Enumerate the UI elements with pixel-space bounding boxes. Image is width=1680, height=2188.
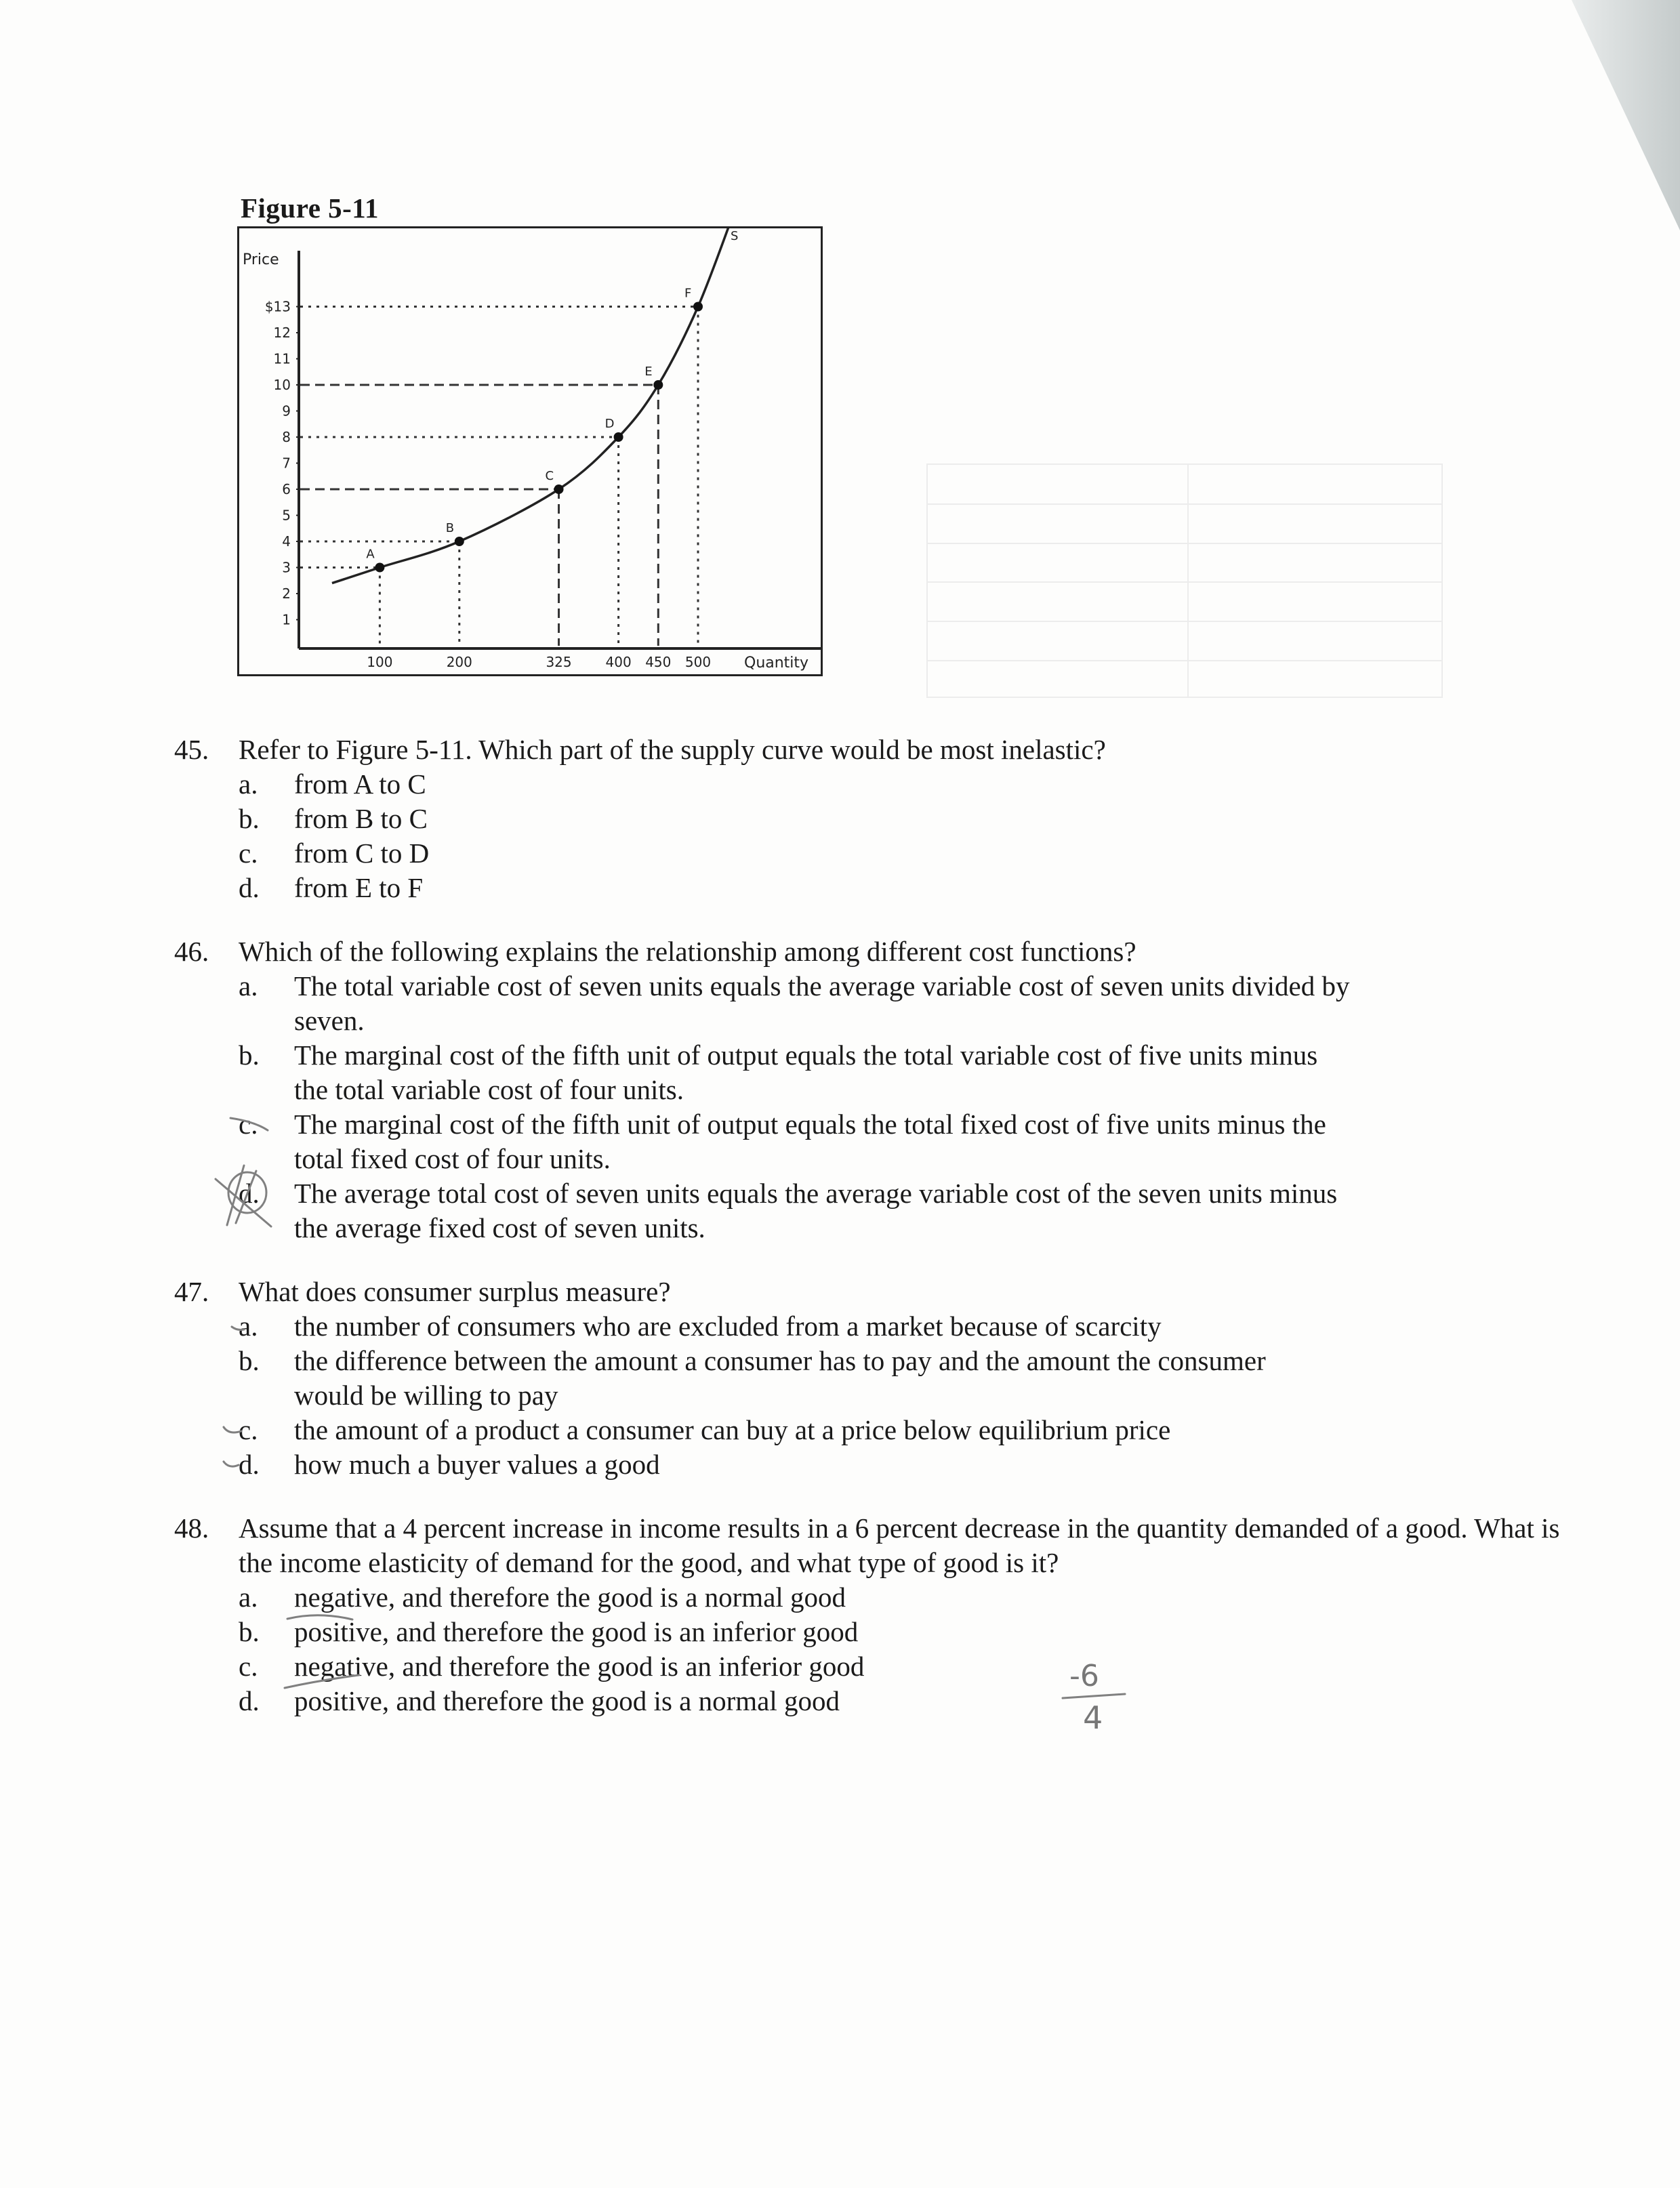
show-through-divider [1187,465,1189,697]
question-number: 47. [174,1276,209,1307]
question-stem: Assume that a 4 percent increase in income results in a 6 percent decrease in the quantity demanded of a good. What is the income elasticity of demand for the good, and what type of good is it? [239,1512,1560,1578]
option-text: the amount of a product a consumer can buy at a price below equilibrium price [294,1414,1171,1445]
question-number: 45. [174,734,209,765]
show-through-divider [928,621,1441,622]
question-number: 46. [174,936,209,967]
y-tick-label: 3 [282,559,291,576]
option-text: The total variable cost of seven units equals the average variable cost of seven units divided by seven. [294,970,1350,1036]
option-text: positive, and therefore the good is an inferior good [294,1616,859,1647]
check-mark-47d [224,1462,239,1466]
option-b[interactable] [239,802,1526,836]
option-letter: d. [239,1449,260,1480]
question-stem: What does consumer surplus measure? [239,1276,671,1307]
y-tick-label: 7 [282,455,291,472]
option-text: The marginal cost of the fifth unit of output equals the total variable cost of five units minus the total variable cost of four units. [294,1039,1318,1105]
question-stem: Which of the following explains the relationship among different cost functions? [239,936,1136,967]
x-tick-label: 325 [546,654,572,670]
option-letter: b. [239,1616,260,1647]
show-through-divider [928,660,1441,661]
option-b[interactable] [239,1038,1526,1107]
option-text: how much a buyer values a good [294,1449,660,1480]
option-a[interactable] [239,1580,1526,1615]
question-stem: Refer to Figure 5-11. Which part of the supply curve would be most inelastic? [239,734,1106,765]
option-text: The marginal cost of the fifth unit of output equals the total fixed cost of five units minus the total fixed cost of four units. [294,1109,1326,1174]
y-tick-label: 4 [282,533,291,550]
option-letter: c. [239,1651,258,1682]
option-letter: a. [239,768,258,800]
figure-title: Figure 5-11 [241,192,380,224]
point-label-b: B [445,521,455,535]
scanner-shadow [1572,0,1680,230]
option-b[interactable] [239,1615,1526,1649]
show-through-divider [928,503,1441,505]
curve-label-s: S [731,229,739,243]
option-a[interactable] [239,969,1526,1038]
option-letter: d. [239,1178,260,1209]
option-c[interactable] [239,1107,1526,1176]
y-tick-label: 2 [282,585,291,602]
option-text: negative, and therefore the good is a normal good [294,1582,846,1613]
option-text: negative, and therefore the good is an inferior good [294,1651,865,1682]
point-label-c: C [545,469,554,483]
option-text: from C to D [294,838,430,869]
option-text: from E to F [294,872,424,903]
option-a[interactable] [239,767,1526,802]
y-tick-label: 6 [282,481,291,497]
option-d[interactable] [239,1176,1526,1245]
y-tick-label: 1 [282,611,291,628]
option-letter: a. [239,1310,258,1342]
option-letter: c. [239,1109,258,1140]
option-d[interactable] [239,1684,1526,1718]
option-d[interactable] [239,871,1526,905]
option-text: The average total cost of seven units equals the average variable cost of the seven units minus the average fixed cost of seven units. [294,1178,1338,1243]
point-label-a: A [366,547,375,562]
option-letter: c. [239,838,258,869]
option-letter: d. [239,872,260,903]
option-letter: b. [239,1345,260,1376]
option-c[interactable] [239,1413,1526,1447]
option-letter: b. [239,1039,260,1071]
point-label-e: E [644,365,653,379]
option-letter: c. [239,1414,258,1445]
handwritten-numerator: -6 [1069,1659,1099,1693]
option-letter: d. [239,1685,260,1716]
y-tick-label: 12 [273,325,291,341]
option-a[interactable] [239,1309,1526,1344]
show-through-table [926,463,1443,698]
option-d[interactable] [239,1447,1526,1482]
option-text: the number of consumers who are excluded from a market because of scarcity [294,1310,1162,1342]
x-tick-label: 400 [605,654,632,670]
option-letter: b. [239,803,260,834]
option-letter: a. [239,1582,258,1613]
y-tick-label: 8 [282,429,291,445]
x-tick-label: 200 [446,654,472,670]
point-label-d: D [605,417,615,431]
y-tick-label: 10 [273,377,291,393]
y-axis-label: Price [243,251,279,268]
question-number: 48. [174,1512,209,1544]
x-axis-label: Quantity [744,655,809,672]
y-tick-label: 11 [273,350,291,367]
x-tick-label: 500 [684,654,712,670]
option-text: from B to C [294,803,428,834]
point-label-f: F [684,286,692,301]
handwritten-denominator: 4 [1083,1699,1103,1736]
option-c[interactable] [239,1649,1526,1684]
x-tick-label: 450 [645,654,672,670]
option-text: positive, and therefore the good is a normal good [294,1685,840,1716]
option-b[interactable] [239,1344,1526,1413]
option-c[interactable] [239,836,1526,871]
option-letter: a. [239,970,258,1002]
y-tick-label: 9 [282,402,291,419]
x-tick-label: 100 [367,654,393,670]
show-through-divider [928,543,1441,544]
option-text: from A to C [294,768,426,800]
y-tick-label: 5 [282,507,291,524]
y-tick-label: $13 [264,298,291,315]
option-text: the difference between the amount a consumer has to pay and the amount the consumer would be willing to pay [294,1345,1266,1411]
figure-frame [237,226,823,676]
show-through-divider [928,581,1441,583]
